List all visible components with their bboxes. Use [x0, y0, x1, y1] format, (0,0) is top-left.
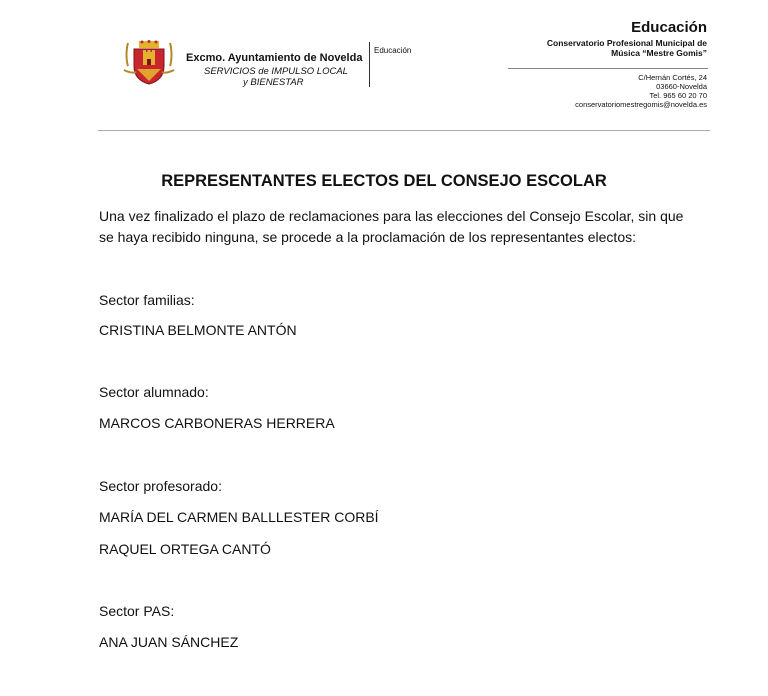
address-email: conservatoriomestregomis@novelda.es: [575, 100, 707, 109]
header-separator: [98, 130, 710, 131]
header-divider: [369, 42, 370, 87]
coat-of-arms-logo: [122, 40, 176, 86]
department-title: Educación: [631, 19, 707, 36]
intro-paragraph-line1: Una vez finalizado el plazo de reclamaciones para las elecciones del Consejo Escolar, sin que: [99, 208, 684, 224]
conservatory-name-line2: Música “Mestre Gomis”: [611, 48, 707, 58]
member-name: ANA JUAN SÁNCHEZ: [99, 634, 239, 650]
organization-name: Excmo. Ayuntamiento de Novelda: [186, 52, 363, 64]
member-name: RAQUEL ORTEGA CANTÓ: [99, 541, 271, 557]
sector-label-familias: Sector familias:: [99, 292, 195, 308]
sector-label-alumnado: Sector alumnado:: [99, 384, 209, 400]
organization-service-line2: y BIENESTAR: [243, 77, 304, 88]
intro-paragraph-line2: se haya recibido ninguna, se procede a la proclamación de los representantes electos:: [99, 229, 636, 245]
member-name: MARÍA DEL CARMEN BALLLESTER CORBÍ: [99, 509, 379, 525]
address-street: C/Hernán Cortés, 24: [638, 73, 707, 82]
address-divider: [508, 68, 708, 69]
sector-label-profesorado: Sector profesorado:: [99, 478, 222, 494]
conservatory-name-line1: Conservatorio Profesional Municipal de: [546, 38, 707, 48]
member-name: CRISTINA BELMONTE ANTÓN: [99, 322, 297, 338]
address-postal: 03660-Novelda: [656, 82, 707, 91]
organization-service-line1: SERVICIOS de IMPULSO LOCAL: [204, 66, 348, 77]
address-phone: Tel. 965 60 20 70: [649, 91, 707, 100]
member-name: MARCOS CARBONERAS HERRERA: [99, 415, 335, 431]
sector-label-pas: Sector PAS:: [99, 603, 175, 619]
document-title: REPRESENTANTES ELECTOS DEL CONSEJO ESCOLAR: [161, 172, 607, 190]
department-label: Educación: [374, 46, 412, 55]
